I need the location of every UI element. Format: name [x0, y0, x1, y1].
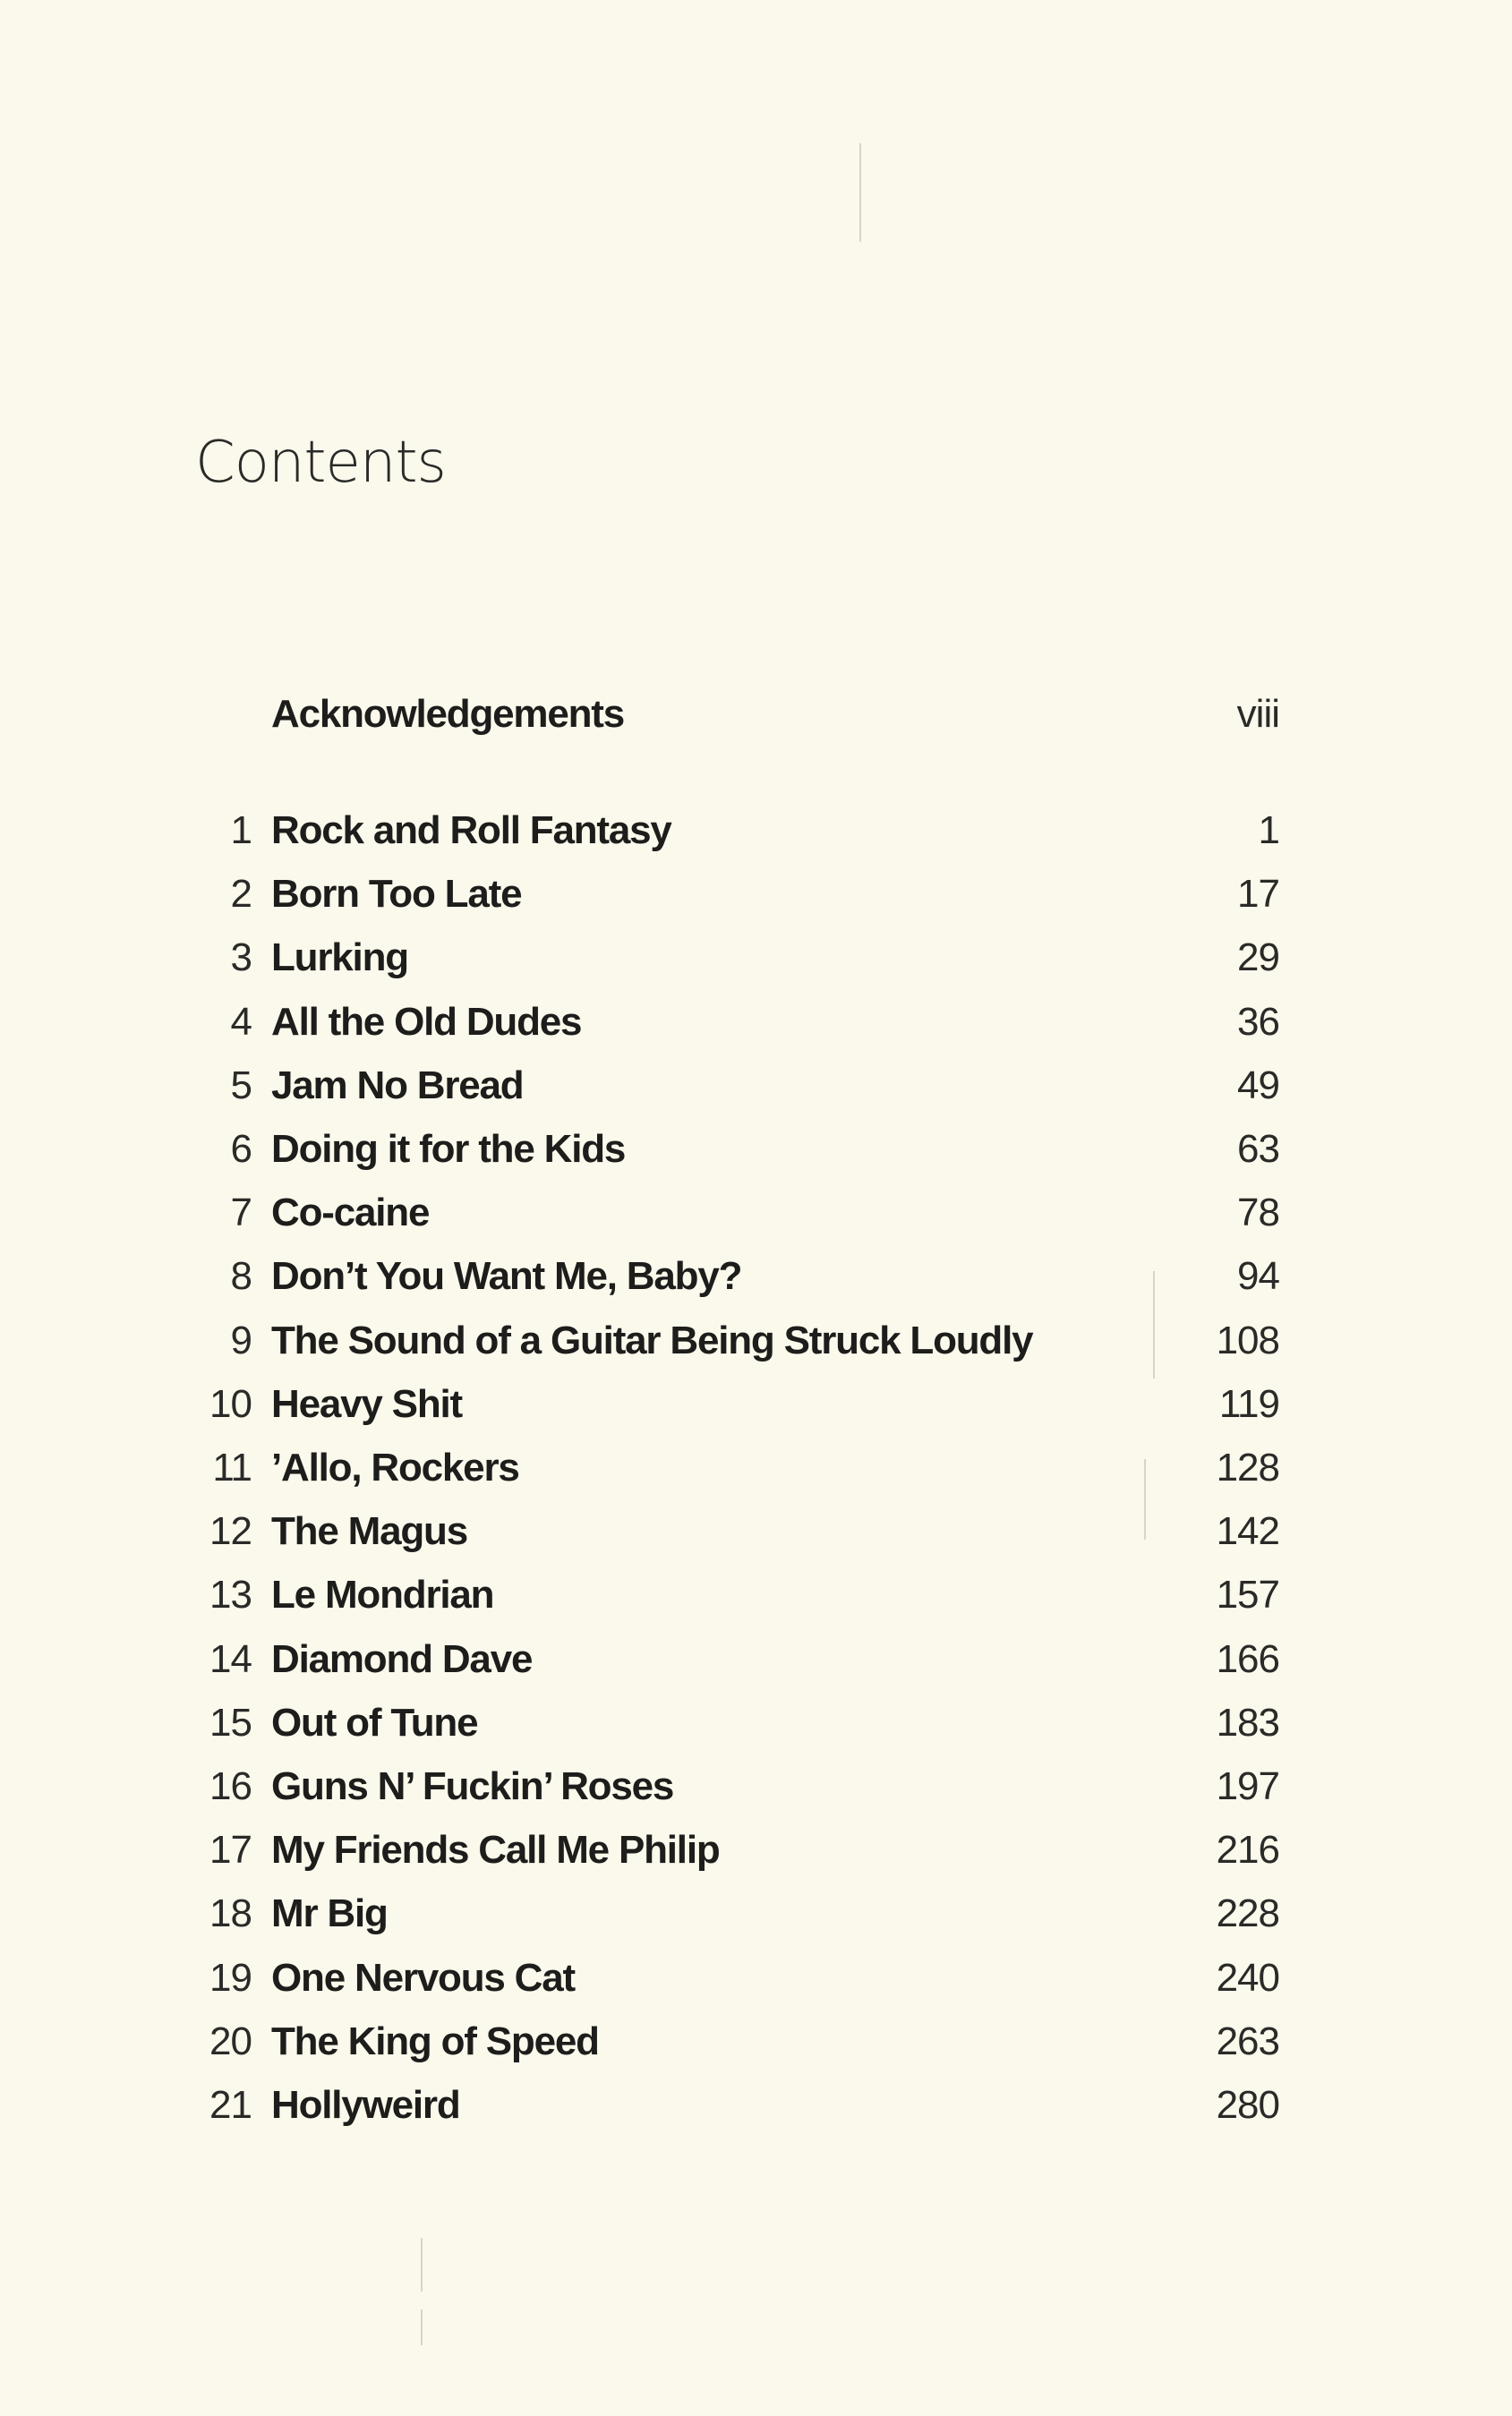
toc-entry-number: 19 [209, 1956, 252, 2000]
toc-entry-number: 11 [212, 1446, 252, 1490]
toc-entry-page: viii [1236, 692, 1279, 736]
toc-entry[interactable] [0, 1754, 1512, 1818]
toc-entry[interactable] [0, 2073, 1512, 2137]
toc-entry-page: 78 [1237, 1191, 1279, 1234]
toc-entry-title: Hollyweird [271, 2083, 460, 2127]
scan-mark [421, 2238, 423, 2292]
toc-entry[interactable] [0, 1499, 1512, 1563]
toc-entry-number: 18 [209, 1891, 252, 1935]
toc-entry[interactable] [0, 1054, 1512, 1117]
toc-entry-page: 63 [1237, 1127, 1279, 1171]
toc-entry-number: 4 [230, 1000, 252, 1044]
toc-entry-acknowledgements[interactable] [0, 682, 1512, 746]
toc-entry-page: 108 [1216, 1319, 1279, 1362]
toc-entry-number: 2 [230, 872, 252, 916]
toc-entry-title: Mr Big [271, 1891, 388, 1935]
toc-entry-title: All the Old Dudes [271, 1000, 582, 1044]
toc-entry[interactable] [0, 926, 1512, 989]
toc-entry-title: Don’t You Want Me, Baby? [271, 1254, 742, 1298]
toc-entry[interactable] [0, 1691, 1512, 1754]
scan-mark [859, 143, 861, 242]
toc-entry-number: 7 [230, 1191, 252, 1234]
toc-entry[interactable] [0, 1818, 1512, 1882]
toc-entry-page: 240 [1216, 1956, 1279, 2000]
toc-entry[interactable] [0, 1244, 1512, 1308]
toc-entry[interactable] [0, 1181, 1512, 1244]
toc-entry-number: 16 [209, 1764, 252, 1808]
page-title: Contents [195, 430, 446, 496]
toc-entry-page: 216 [1216, 1828, 1279, 1872]
toc-entry-number: 12 [209, 1509, 252, 1553]
toc-entry-number: 9 [230, 1319, 252, 1362]
toc-entry-number: 17 [209, 1828, 252, 1872]
toc-entry-title: The King of Speed [271, 2019, 599, 2063]
toc-entry-page: 197 [1216, 1764, 1279, 1808]
toc-entry[interactable] [0, 990, 1512, 1054]
toc-entry-page: 17 [1237, 872, 1279, 916]
toc-entry-title: Acknowledgements [271, 692, 625, 736]
toc-entry[interactable] [0, 1436, 1512, 1499]
toc-entry[interactable] [0, 2010, 1512, 2073]
toc-entry-page: 263 [1216, 2019, 1279, 2063]
toc-entry-title: One Nervous Cat [271, 1956, 575, 2000]
toc-entry-title: My Friends Call Me Philip [271, 1828, 720, 1872]
toc-entry-number: 13 [209, 1573, 252, 1617]
toc-entry-page: 1 [1258, 808, 1279, 852]
toc-entry-page: 119 [1218, 1382, 1279, 1426]
toc-entry-page: 36 [1237, 1000, 1279, 1044]
toc-entry-page: 183 [1216, 1701, 1279, 1745]
toc-entry[interactable] [0, 798, 1512, 862]
toc-entry-title: Le Mondrian [271, 1573, 494, 1617]
toc-entry-number: 21 [209, 2083, 252, 2127]
toc-entry-title: Diamond Dave [271, 1637, 533, 1681]
toc-entry-page: 228 [1216, 1891, 1279, 1935]
toc-entry-number: 15 [209, 1701, 252, 1745]
toc-entry-number: 20 [209, 2019, 252, 2063]
toc-entry-title: Doing it for the Kids [271, 1127, 626, 1171]
toc-entry[interactable] [0, 1563, 1512, 1626]
toc-entry-title: The Magus [271, 1509, 467, 1553]
toc-entry-title: ’Allo, Rockers [271, 1446, 519, 1490]
toc-entry-title: Born Too Late [271, 872, 522, 916]
toc-entry-number: 1 [230, 808, 252, 852]
toc-entry[interactable] [0, 1627, 1512, 1691]
toc-entry-title: Jam No Bread [271, 1063, 524, 1107]
toc-entry[interactable] [0, 1882, 1512, 1945]
toc-entry-title: Rock and Roll Fantasy [271, 808, 671, 852]
toc-entry-page: 128 [1216, 1446, 1279, 1490]
toc-entry-page: 29 [1237, 935, 1279, 979]
toc-entry[interactable] [0, 862, 1512, 926]
toc-entry[interactable] [0, 1946, 1512, 2010]
toc-entry[interactable] [0, 1117, 1512, 1181]
toc-entry-title: Lurking [271, 935, 408, 979]
toc-entry-page: 49 [1237, 1063, 1279, 1107]
toc-entry-page: 166 [1216, 1637, 1279, 1681]
toc-entry-number: 14 [209, 1637, 252, 1681]
toc-entry[interactable] [0, 1372, 1512, 1436]
toc-entry-title: Out of Tune [271, 1701, 478, 1745]
toc-entry-title: Guns N’ Fuckin’ Roses [271, 1764, 674, 1808]
toc-entry[interactable] [0, 1309, 1512, 1372]
scan-mark [421, 2309, 423, 2345]
toc-entry-title: Heavy Shit [271, 1382, 462, 1426]
toc-entry-number: 10 [209, 1382, 252, 1426]
toc-entry-title: Co-caine [271, 1191, 430, 1234]
toc-entry-page: 142 [1216, 1509, 1279, 1553]
toc-entry-number: 6 [230, 1127, 252, 1171]
toc-entry-title: The Sound of a Guitar Being Struck Loudly [271, 1319, 1033, 1362]
toc-entry-number: 3 [230, 935, 252, 979]
toc-entry-number: 8 [230, 1254, 252, 1298]
toc-entry-page: 280 [1216, 2083, 1279, 2127]
toc-entry-page: 157 [1216, 1573, 1279, 1617]
toc-entry-page: 94 [1237, 1254, 1279, 1298]
toc-entry-number: 5 [230, 1063, 252, 1107]
